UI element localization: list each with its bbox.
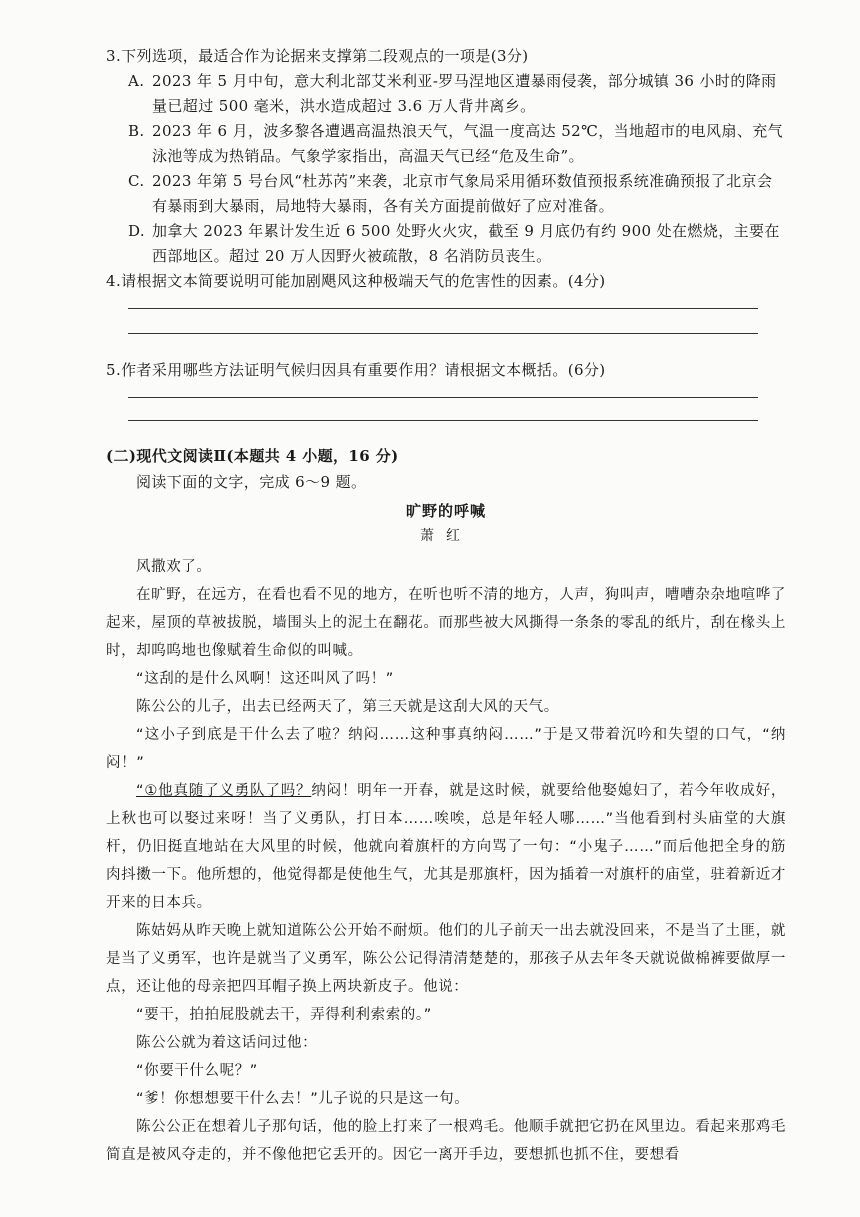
answer-line <box>128 333 758 334</box>
paragraph-rest: 纳闷！明年一开春，就是这时候，就要给他娶媳妇了，若今年收成好，上秋也可以娶过来呀！当了义勇队，打日本……唉唉，总是年轻人哪……”当他看到村头庙堂的大旗杆，仍旧挺直地站在大风里的时候，他就向着旗杆的方向骂了一句：“小鬼子……”而后他把全身的筋肉抖擞一下。他所想的，他觉得都是使他生气，尤其是那旗杆，因为插着一对旗杆的庙堂，驻着新近才开来的日本兵。 <box>106 783 786 911</box>
section-heading: (二)现代文阅读Ⅱ(本题共 4 小题，16 分) <box>106 447 399 465</box>
question-5 <box>106 358 786 421</box>
answer-line <box>128 308 758 309</box>
underlined-sentence-1: “①他真随了义勇队了吗？ <box>136 783 312 799</box>
passage-paragraph: 陈公公正在想着儿子那句话，他的脸上打来了一根鸡毛。他顺手就把它扔在风里边。看起来那鸡毛简直是被风夺走的，并不像他把它丢开的。因它一离开手边，要想抓也抓不住，要想看 <box>106 1119 786 1163</box>
page-content <box>106 44 786 1169</box>
question-3-option-b <box>128 119 786 169</box>
passage-paragraph: 陈公公就为着这话问过他： <box>136 1035 318 1051</box>
option-tag: C. <box>128 172 145 190</box>
answer-line <box>128 420 758 421</box>
answer-area-4 <box>106 308 786 334</box>
answer-area-5 <box>106 397 786 421</box>
question-5-stem: 5.作者采用哪些方法证明气候归因具有重要作用？请根据文本概括。(6分) <box>106 361 606 379</box>
question-3-option-c <box>128 169 786 219</box>
passage-paragraph <box>106 777 786 917</box>
option-text: 2023 年 6 月，波多黎各遭遇高温热浪天气，气温一度高达 52℃，当地超市的电风扇、充气泳池等成为热销品。气象学家指出，高温天气已经“危及生命”。 <box>152 122 784 165</box>
option-text: 加拿大 2023 年累计发生近 6 500 处野火火灾，截至 9 月底仍有约 900 处在燃烧，主要在西部地区。超过 20 万人因野火被疏散，8 名消防员丧生。 <box>152 222 780 265</box>
passage-body <box>106 553 786 1169</box>
question-4-stem: 4.请根据文本简要说明可能加剧飓风这种极端天气的危害性的因素。(4分) <box>106 272 606 290</box>
answer-line <box>128 397 758 398</box>
option-text: 2023 年 5 月中旬，意大利北部艾米利亚-罗马涅地区遭暴雨侵袭，部分城镇 36 小时的降雨量已超过 500 毫米，洪水造成超过 3.6 万人背井离乡。 <box>152 72 777 115</box>
passage-title: 旷野的呼喊 <box>405 502 486 520</box>
question-3-option-d <box>128 219 786 269</box>
question-3 <box>106 44 786 269</box>
section-instruction: 阅读下面的文字，完成 6～9 题。 <box>136 473 367 491</box>
option-tag: B. <box>128 122 145 140</box>
passage-author: 萧红 <box>420 528 472 544</box>
passage-paragraph: “这小子到底是干什么去了啦？纳闷……这种事真纳闷……”于是又带着沉吟和失望的口气，“纳闷！” <box>106 727 786 771</box>
option-text: 2023 年第 5 号台风“杜苏芮”来袭，北京市气象局采用循环数值预报系统准确预报了北京会有暴雨到大暴雨，局地特大暴雨，各有关方面提前做好了应对准备。 <box>152 172 773 215</box>
passage-paragraph: “要干，拍拍屁股就去干，弄得利利索索的。” <box>136 1007 432 1023</box>
question-3-option-a <box>128 69 786 119</box>
passage-paragraph: “爹！你想想要干什么去！”儿子说的只是这一句。 <box>136 1091 470 1107</box>
passage-paragraph: 在旷野，在远方，在看也看不见的地方，在听也听不清的地方，人声，狗叫声，嘈嘈杂杂地喧哗了起来，屋顶的草被拔脱，墙围头上的泥土在翻花。而那些被大风撕得一条条的零乱的纸片，刮在椽头上时，却呜呜地也像赋着生命似的叫喊。 <box>106 587 786 659</box>
passage-paragraph: 风撒欢了。 <box>136 559 212 575</box>
option-tag: A. <box>128 72 145 90</box>
section-2 <box>106 443 786 1169</box>
option-tag: D. <box>128 222 146 240</box>
passage-paragraph: 陈姑妈从昨天晚上就知道陈公公开始不耐烦。他们的儿子前天一出去就没回来，不是当了土匪，就是当了义勇军，也许是就当了义勇军，陈公公记得清清楚楚的，那孩子从去年冬天就说做棉裤要做厚一点，还让他的母亲把四耳帽子换上两块新皮子。他说： <box>106 923 786 995</box>
question-3-stem: 3.下列选项，最适合作为论据来支撑第二段观点的一项是(3分) <box>106 47 529 65</box>
passage-paragraph: “你要干什么呢？” <box>136 1063 258 1079</box>
passage-paragraph: “这刮的是什么风啊！这还叫风了吗！” <box>136 671 394 687</box>
question-4 <box>106 269 786 334</box>
passage-paragraph: 陈公公的儿子，出去已经两天了，第三天就是这刮大风的天气。 <box>136 699 559 715</box>
